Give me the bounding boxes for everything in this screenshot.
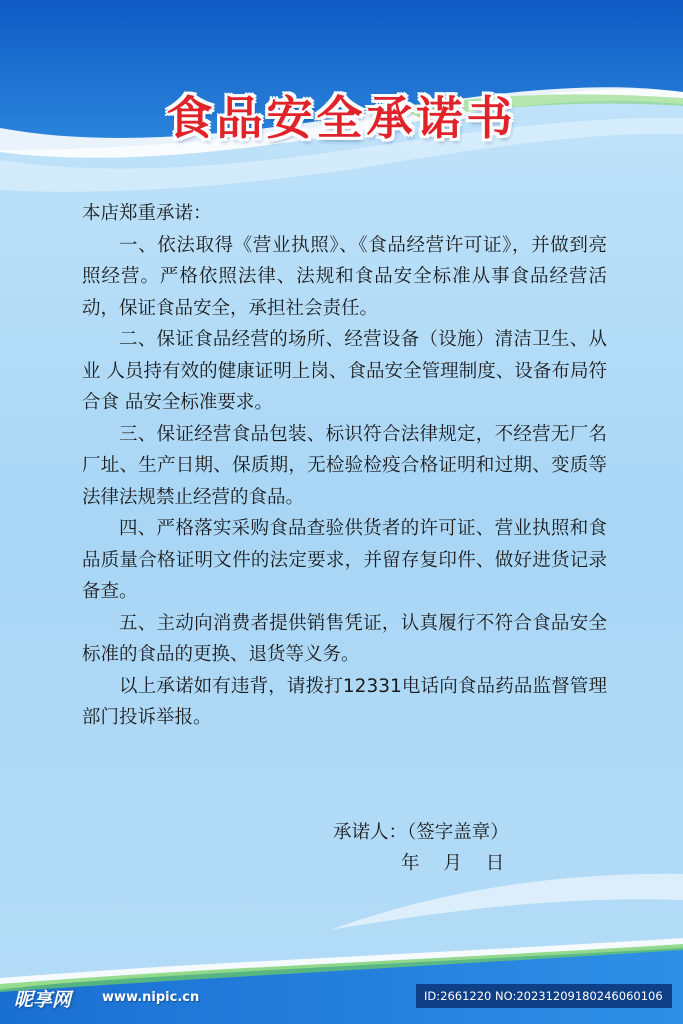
paragraph-6: 以上承诺如有违背，请拨打12331电话向食品药品监督管理部门投诉举报。 <box>82 675 607 728</box>
paragraph-4: 四、严格落实采购食品查验供货者的许可证、营业执照和食品质量合格证明文件的法定要求，并留存复印件、做好进货记录备查。 <box>82 518 607 602</box>
commitment-body <box>82 198 607 734</box>
watermark-logo: 昵享网 <box>14 989 72 1011</box>
paragraph-1: 一、依法取得《营业执照》、《食品经营许可证》，并做到亮照经营。严格依照法律、法规和食品安全标准从事食品经营活动，保证食品安全，承担社会责任。 <box>82 234 607 319</box>
paragraph-3: 三、保证经营食品包装、标识符合法律规定，不经营无厂名厂址、生产日期、保质期，无检验检疫合格证明和过期、变质等法律法规禁止经营的食品。 <box>82 423 607 508</box>
watermark-url: www.nipic.cn <box>102 990 200 1005</box>
date-line: 年 月 日 <box>401 853 507 874</box>
poster-title: 食品安全承诺书 <box>166 91 517 145</box>
watermark-id: ID:2661220 NO:20231209180246060106 <box>416 984 672 1008</box>
signature-line: 承诺人：（签字盖章） <box>333 822 509 843</box>
opening-line: 本店郑重承诺： <box>82 203 212 224</box>
paragraph-5: 五、主动向消费者提供销售凭证，认真履行不符合食品安全标准的食品的更换、退货等义务。 <box>82 612 607 665</box>
paragraph-2: 二、保证食品经营的场所、经营设备（设施）清洁卫生、从业 人员持有效的健康证明上岗、食品安全管理制度、设备布局符合食 品安全标准要求。 <box>82 329 607 413</box>
